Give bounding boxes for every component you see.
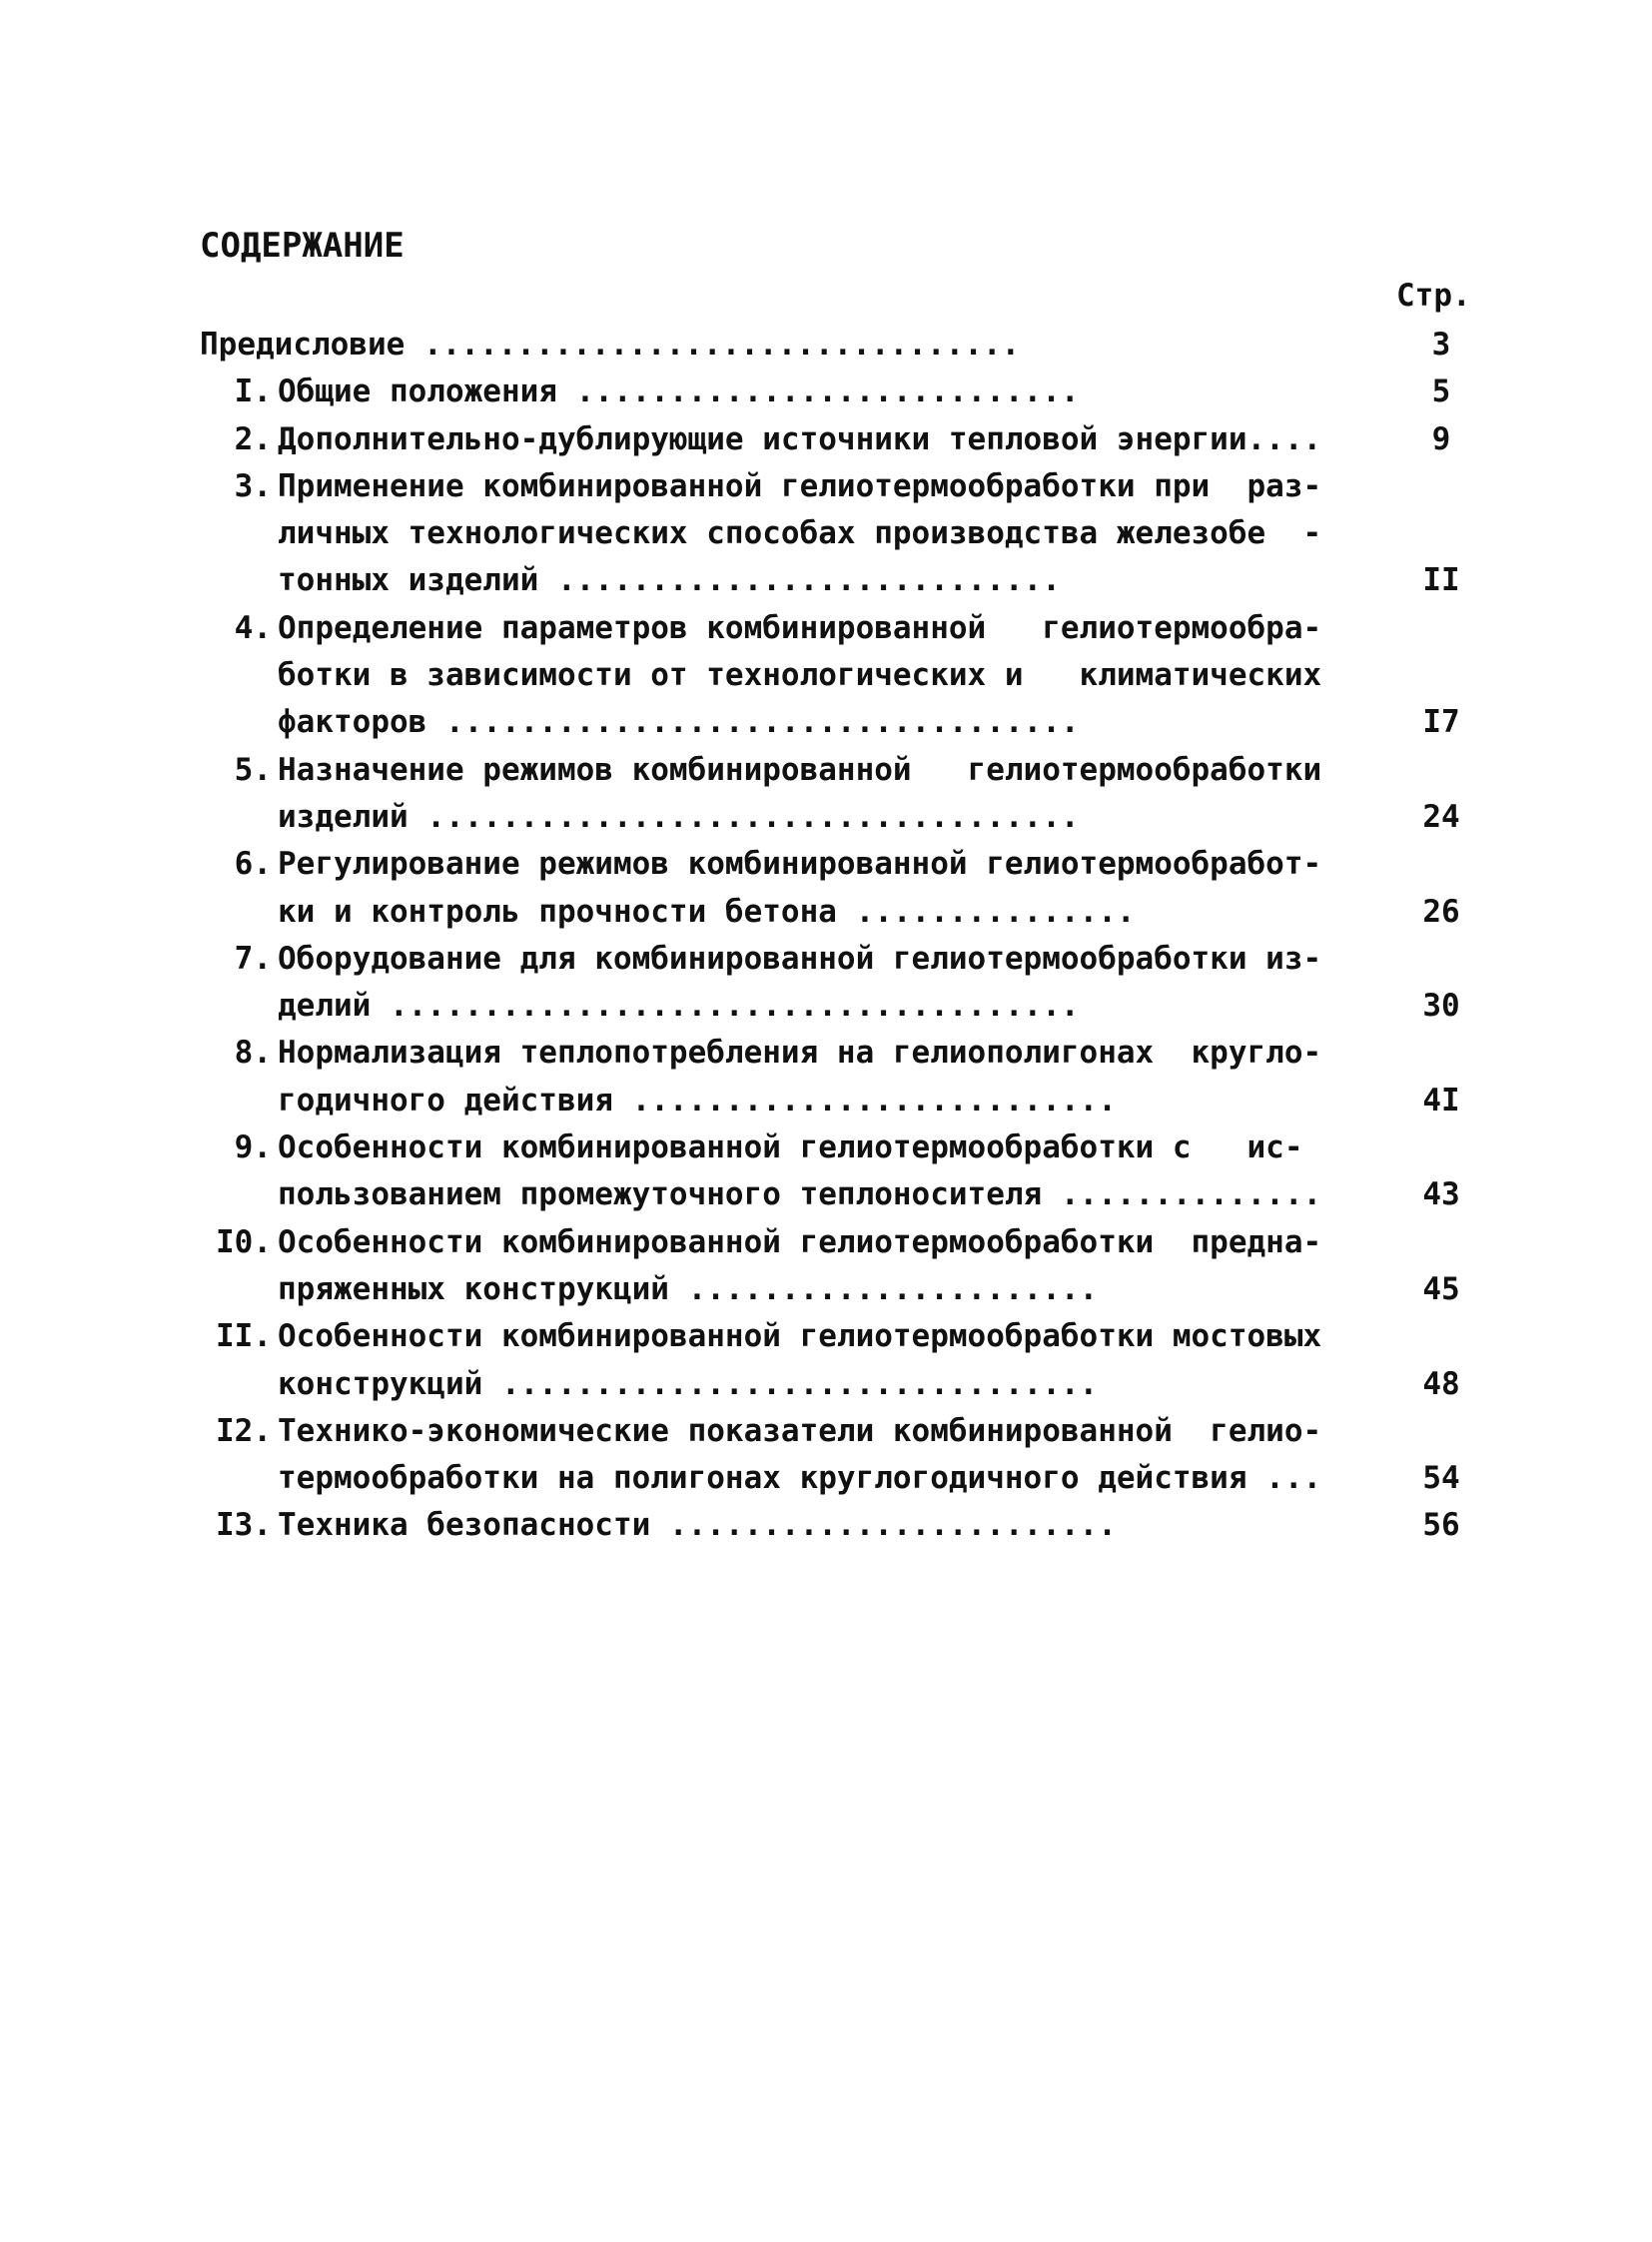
toc-entry-text: Особенности комбинированной гелиотермообработки предна- [278, 1223, 1322, 1260]
toc-entry-text: делий ..................................... [278, 988, 1080, 1025]
toc-line [200, 1313, 1448, 1360]
toc-page-number: 30 [1422, 988, 1460, 1025]
toc-entry-text: пользованием промежуточного теплоносителя .............. [278, 1176, 1322, 1213]
toc-entry-text: Нормализация теплопотребления на гелиополигонах кругло- [278, 1035, 1322, 1072]
toc-entry-text: конструкций ................................ [278, 1365, 1099, 1402]
toc-line [200, 1219, 1448, 1266]
toc-entry-text: личных технологических способах производства железобе - [278, 515, 1322, 552]
toc-line [200, 1030, 1448, 1077]
toc-entry-text: тонных изделий ........................... [278, 562, 1061, 599]
toc-page-number: 3 [1431, 327, 1451, 363]
toc-entry-text: Дополнительно-дублирующие источники тепловой энергии.... [278, 420, 1322, 457]
toc-entry-text: Особенности комбинированной гелиотермообработки мостовых [278, 1318, 1322, 1355]
toc-line [200, 841, 1448, 888]
toc-entry-text: изделий ................................... [278, 798, 1080, 835]
toc-page-number: II [1422, 562, 1460, 599]
toc-line [200, 1502, 1460, 1549]
page-column-label: Стр. [1396, 278, 1471, 314]
toc-line [200, 1408, 1448, 1455]
toc-entry-text: Техника безопасности ........................ [278, 1507, 1117, 1544]
toc-section-number: 7. [234, 940, 272, 977]
toc-line [200, 889, 1460, 936]
toc-entry-text: Особенности комбинированной гелиотермообработки с ис- [278, 1129, 1303, 1166]
toc-line [200, 416, 1451, 463]
toc-section-number: II. [216, 1318, 272, 1355]
toc-page-number: I7 [1422, 704, 1460, 741]
toc-section-number: 8. [234, 1035, 272, 1072]
toc-entry-text: Регулирование режимов комбинированной гелиотермообработ- [278, 846, 1322, 883]
toc-line [200, 369, 1451, 415]
toc-line [200, 747, 1448, 794]
toc-line [200, 557, 1460, 604]
toc-entry-text: ки и контроль прочности бетона ............... [278, 893, 1136, 930]
toc-entry-text: термообработки на полигонах круглогодичного действия ... [278, 1460, 1322, 1497]
toc-line [200, 1455, 1460, 1502]
toc-section-number: 6. [234, 846, 272, 883]
toc-line [200, 1078, 1460, 1124]
toc-line [200, 699, 1460, 746]
toc-section-number: I0. [216, 1223, 272, 1260]
toc-entry-text: Предисловие ................................ [200, 327, 1021, 363]
toc-line [200, 605, 1448, 652]
toc-section-number: I3. [216, 1507, 272, 1544]
toc-line [200, 983, 1460, 1030]
toc-entry-text: факторов .................................. [278, 704, 1080, 741]
toc-line [200, 1361, 1460, 1408]
toc-page-number: 54 [1422, 1460, 1460, 1497]
toc-entry-text: ботки в зависимости от технологических и климатических [278, 657, 1322, 694]
toc-page-number: 48 [1422, 1365, 1460, 1402]
toc-entry-text: Оборудование для комбинированной гелиотермообработки из- [278, 940, 1322, 977]
toc-entry-text: Назначение режимов комбинированной гелиотермообработки [278, 751, 1322, 788]
toc-section-number: I. [234, 374, 272, 410]
toc-entry-text: Определение параметров комбинированной гелиотермообра- [278, 609, 1322, 646]
toc-line [200, 652, 1448, 699]
toc-section-number: 3. [234, 467, 272, 504]
toc-page-number: 24 [1422, 798, 1460, 835]
toc-entry-text: годичного действия .......................... [278, 1082, 1117, 1119]
toc-entry-text: пряженных конструкций ...................... [278, 1270, 1099, 1307]
toc-entry-text: Общие положения ........................... [278, 374, 1080, 410]
toc-entry-text: Технико-экономические показатели комбинированной гелио- [278, 1412, 1322, 1449]
toc-line [200, 1124, 1448, 1171]
toc-line [200, 510, 1448, 557]
toc-line [200, 1266, 1460, 1313]
toc-page-number: 26 [1422, 893, 1460, 930]
toc-section-number: 2. [234, 420, 272, 457]
toc-page-number: 9 [1431, 420, 1451, 457]
toc-section-number: 4. [234, 609, 272, 646]
toc-line [200, 322, 1451, 369]
toc-section-number: I2. [216, 1412, 272, 1449]
toc-line [200, 794, 1460, 841]
toc-page-number: 45 [1422, 1270, 1460, 1307]
toc-line [200, 1171, 1460, 1218]
table-of-contents [200, 322, 1460, 1550]
toc-entry-text: Применение комбинированной гелиотермообработки при раз- [278, 467, 1322, 504]
toc-line [200, 463, 1448, 510]
toc-line [200, 936, 1448, 983]
toc-page-number: 56 [1422, 1507, 1460, 1544]
toc-page-number: 43 [1422, 1176, 1460, 1213]
toc-page-number: 4I [1422, 1082, 1460, 1119]
toc-page-number: 5 [1431, 374, 1451, 410]
toc-section-number: 5. [234, 751, 272, 788]
contents-heading: СОДЕРЖАНИЕ [200, 226, 405, 266]
toc-section-number: 9. [234, 1129, 272, 1166]
